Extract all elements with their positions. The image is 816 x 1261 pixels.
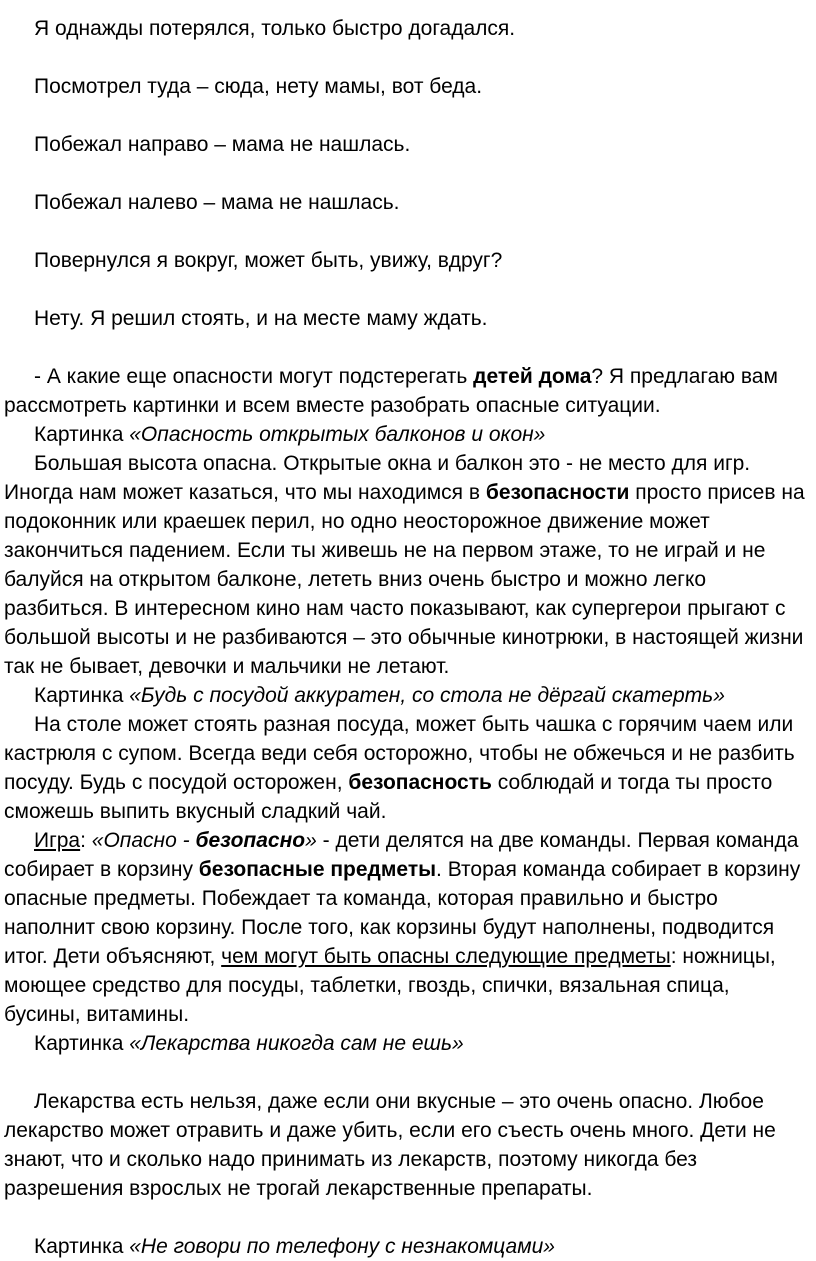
picture-heading-balcony: Картинка «Опасность открытых балконов и окон» [34, 423, 546, 446]
picture-title: «Не говори по телефону с незнакомцами» [129, 1235, 555, 1258]
medicine-paragraph: Лекарства есть нельзя, даже если они вкусные – это очень опасно. Любое лекарство может отравить и даже убить, если его съесть очень много. Дети не знают, что и сколько надо принимать из лекарств, поэтому никогда без разрешения взрослых не трогай лекарственные препараты. [4, 1090, 776, 1200]
poem-line: Повернулся я вокруг, может быть, увижу, вдруг? [34, 249, 503, 272]
game-title: «Опасно - безопасно» [91, 829, 317, 852]
poem-line: Побежал направо – мама не нашлась. [34, 133, 411, 156]
balcony-paragraph: Большая высота опасна. Открытые окна и балкон это - не место для игр. Иногда нам может казаться, что мы находимся в безопасности просто присев на подоконник или краешек перил, но одно неосторожное движение может закончиться падением. Если ты живешь не на первом этаже, то не играй и не балуйся на открытом балконе, лететь вниз очень быстро и можно легко разбиться. В интересном кино нам часто показывают, как супергерои прыгают с большой высоты и не разбиваются – это обычные кинотрюки, в настоящей жизни так не бывает, девочки и мальчики не летают. [4, 452, 805, 678]
intro-paragraph: - А какие еще опасности могут подстерегать детей дома? Я предлагаю вам рассмотреть картинки и всем вместе разобрать опасные ситуации. [4, 365, 778, 417]
dishes-paragraph: На столе может стоять разная посуда, может быть чашка с горячим чаем или кастрюля с супом. Всегда веди себя осторожно, чтобы не обжечься и не разбить посуду. Будь с посудой осторожен, безопасность соблюдай и тогда ты просто сможешь выпить вкусный сладкий чай. [4, 713, 795, 823]
emphasis-children-home: детей дома [473, 365, 592, 388]
poem-line: Я однажды потерялся, только быстро догадался. [34, 17, 516, 40]
poem-block [4, 14, 810, 333]
picture-title: «Будь с посудой аккуратен, со стола не дёргай скатерть» [129, 684, 725, 707]
picture-heading-phone: Картинка «Не говори по телефону с незнакомцами» [34, 1235, 555, 1258]
emphasis-safety: безопасности [485, 481, 630, 504]
picture-heading-dishes: Картинка «Будь с посудой аккуратен, со стола не дёргай скатерть» [34, 684, 725, 707]
underlined-phrase: чем могут быть опасны следующие предметы [221, 945, 671, 968]
game-paragraph: Игра: «Опасно - безопасно» - дети делятся на две команды. Первая команда собирает в корзину безопасные предметы. Вторая команда собирает в корзину опасные предметы. Побеждает та команда, которая правильно и быстро наполнит свою корзину. После того, как корзины будут наполнены, подводится итог. Дети объясняют, чем могут быть опасны следующие предметы: ножницы, моющее средство для посуды, таблетки, гвоздь, спички, вязальная спица, бусины, витамины. [4, 829, 801, 1026]
emphasis-safety: безопасность [348, 771, 492, 794]
game-label: Игра [34, 829, 81, 852]
emphasis-safe-items: безопасные предметы [198, 858, 437, 881]
poem-line: Побежал налево – мама не нашлась. [34, 191, 400, 214]
poem-line: Посмотрел туда – сюда, нету мамы, вот беда. [34, 75, 483, 98]
poem-line: Нету. Я решил стоять, и на месте маму ждать. [34, 307, 488, 330]
picture-title: «Опасность открытых балконов и окон» [129, 423, 546, 446]
picture-heading-medicine: Картинка «Лекарства никогда сам не ешь» [34, 1032, 464, 1055]
picture-title: «Лекарства никогда сам не ешь» [129, 1032, 464, 1055]
